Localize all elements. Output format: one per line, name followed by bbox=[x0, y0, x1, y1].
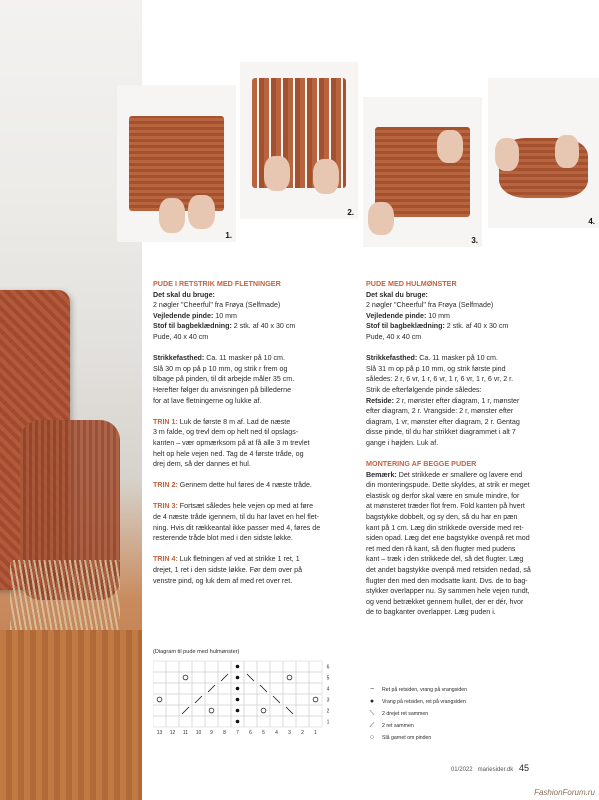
trin1-label: TRIN 1: bbox=[153, 417, 178, 426]
column-label: 5 bbox=[262, 730, 265, 736]
trin1-line: drej dem, så der dannes et hul. bbox=[153, 460, 251, 469]
assembly-line: stykker overlapper nu. Sy sammen hele vejen rundt, bbox=[366, 587, 530, 596]
step-photo-1 bbox=[117, 85, 236, 242]
hand bbox=[313, 159, 339, 194]
chart-cell bbox=[309, 661, 322, 672]
needles-line bbox=[366, 311, 586, 322]
yarn-line: 2 nøgler "Cheerful" fra Frøya (Selfmade) bbox=[153, 301, 281, 310]
assembly-line: bagstykke dobbelt, og sy den, så du har en pæn bbox=[366, 513, 518, 522]
row-label: 5 bbox=[326, 675, 330, 682]
trin1-text: Luk de første 8 m af. Lad de næste bbox=[177, 417, 291, 426]
needles-label: Vejledende pinde: bbox=[153, 311, 214, 320]
trin3-line bbox=[153, 501, 351, 512]
retside-text: 2 r, mønster efter diagram, 1 r, mønster bbox=[394, 396, 520, 405]
retside-line bbox=[366, 396, 586, 407]
step-number: 2. bbox=[347, 208, 354, 217]
step-photo-2 bbox=[240, 62, 358, 219]
trin1-line bbox=[153, 417, 351, 428]
chart-cell bbox=[205, 716, 218, 727]
assembly-text: Det strikkede er smallere og lavere end bbox=[396, 470, 523, 479]
chart-cell bbox=[257, 694, 270, 705]
chart-cell bbox=[283, 661, 296, 672]
column-label: 11 bbox=[182, 730, 189, 736]
trin4-line bbox=[153, 554, 351, 565]
hand bbox=[159, 198, 185, 233]
chart-cell bbox=[257, 672, 270, 683]
chart-cell bbox=[218, 683, 231, 694]
chart-cell bbox=[205, 661, 218, 672]
chart-cell bbox=[218, 716, 231, 727]
fabric-value: 2 stk. af 40 x 30 cm bbox=[231, 322, 296, 331]
legend-text: Ret på retsiden, vrang på vrangsiden bbox=[382, 687, 468, 693]
assembly-line: siden opad. Læg det ene bagstykke ovenpå ret mod bbox=[366, 534, 530, 543]
chart-cell bbox=[270, 716, 283, 727]
couch bbox=[0, 630, 142, 800]
hand bbox=[555, 135, 579, 168]
column-label: 6 bbox=[249, 730, 252, 736]
chart-cell bbox=[179, 661, 192, 672]
chart-cell bbox=[309, 683, 322, 694]
step-number: 3. bbox=[471, 236, 478, 245]
assembly-line: det andet bagstykke ovenpå med retsiden nedad, så bbox=[366, 566, 531, 575]
trin1-line: helt op hele vejen ned. Tag de 4 første tråde, og bbox=[153, 449, 304, 458]
ssk-backslash bbox=[286, 707, 293, 714]
column-label: 9 bbox=[210, 730, 213, 736]
legend-text: Slå garnet om pinden bbox=[382, 735, 432, 741]
column-label: 1 bbox=[314, 730, 317, 736]
chart-cell bbox=[192, 705, 205, 716]
ssk-backslash bbox=[260, 685, 267, 692]
assembly-line: ret med den rå kant, så den flugter med pudens bbox=[366, 544, 516, 553]
trin4-label: TRIN 4: bbox=[153, 555, 178, 564]
chart-cell bbox=[218, 694, 231, 705]
chart-cell bbox=[296, 661, 309, 672]
gauge-line bbox=[366, 353, 586, 364]
slash-icon: ⟋ bbox=[369, 722, 375, 729]
chart-cell bbox=[296, 716, 309, 727]
retside-line: gange i højden. Luk af. bbox=[366, 438, 439, 447]
chart-cell bbox=[179, 672, 192, 683]
retside-line: disse pinde, til du har strikket diagrammet i alt 7 bbox=[366, 428, 516, 437]
step-photo-3 bbox=[363, 97, 482, 247]
intro-line: Herefter følger du anvisningen på billederne bbox=[153, 385, 292, 394]
legend-text: 2 drejet ret sammen bbox=[382, 711, 429, 717]
assembly-line: kant – træk i den strikkede del, så det flugter. Læg bbox=[366, 555, 524, 564]
k2tog-slash bbox=[208, 685, 215, 692]
chart-cell bbox=[192, 716, 205, 727]
fabric-line bbox=[366, 321, 586, 332]
intro-line: således: 2 r, 6 vr, 1 r, 6 vr, 1 r, 6 vr, 1 r, 6 vr, 2 r. bbox=[366, 375, 514, 384]
assembly-line: elastisk og derfor skal være en smule mindre, for bbox=[366, 491, 520, 500]
chart-cell bbox=[153, 716, 166, 727]
chart-cell bbox=[270, 683, 283, 694]
assembly-line: og vend betrækket gennem hullet, der er dér, hvor bbox=[366, 597, 524, 606]
chart-cell bbox=[244, 705, 257, 716]
k2tog-slash bbox=[221, 674, 228, 681]
chart-cell bbox=[244, 694, 257, 705]
step-photo-4 bbox=[488, 78, 599, 228]
hand bbox=[437, 130, 463, 163]
assembly-line: flugter den med den modsatte kant. Dvs. de to bag- bbox=[366, 576, 528, 585]
chart-cell bbox=[309, 672, 322, 683]
materials-heading: Det skal du bruge: bbox=[366, 290, 428, 299]
chart-cell bbox=[283, 683, 296, 694]
trin4-line: venstre pind, og luk dem af med ret over ret. bbox=[153, 576, 293, 585]
site-name: mariesider.dk bbox=[477, 767, 514, 773]
k2tog-slash bbox=[182, 707, 189, 714]
left-column bbox=[153, 279, 351, 586]
retside-line: diagram, 1 vr, mønster efter diagram, 2 r. Gentag bbox=[366, 417, 520, 426]
assembly-line: kant på 1 cm. Læg din strikkede overside med ret- bbox=[366, 523, 524, 532]
diagram-legend bbox=[367, 684, 467, 744]
step-number: 1. bbox=[225, 231, 232, 240]
step-number: 4. bbox=[588, 217, 595, 226]
legend-text: Vrang på retsiden, ret på vrangsiden bbox=[382, 699, 466, 705]
fabric-label: Stof til bagbeklædning: bbox=[366, 322, 445, 331]
trin1-line: 3 m falde, og trevl dem op helt ned til opslags- bbox=[153, 428, 299, 437]
gauge-value: Ca. 11 masker på 10 cm. bbox=[204, 354, 285, 363]
chart-cell bbox=[283, 716, 296, 727]
intro-line: Slå 30 m op på p 10 mm, og strik r frem og bbox=[153, 364, 288, 373]
chart-cell bbox=[296, 694, 309, 705]
chart-cell bbox=[244, 716, 257, 727]
assembly-line: din monteringspude. Dette skyldes, at strik er meget bbox=[366, 481, 530, 490]
hand bbox=[188, 195, 214, 230]
column-label: 8 bbox=[223, 730, 226, 736]
needles-line bbox=[153, 311, 351, 322]
chart-cell bbox=[153, 661, 166, 672]
diagram-title: (Diagram til pude med hulmønster) bbox=[153, 649, 240, 655]
needles-label: Vejledende pinde: bbox=[366, 311, 427, 320]
purl-dot bbox=[236, 698, 240, 702]
column-label: 4 bbox=[275, 730, 278, 736]
note-label: Bemærk: bbox=[366, 470, 397, 479]
column-label: 3 bbox=[288, 730, 291, 736]
chart-cell bbox=[192, 683, 205, 694]
trin3-line: ning. Hvis dit rækkeantal ikke passer med 4, føres de bbox=[153, 523, 321, 532]
chart-cell bbox=[166, 672, 179, 683]
chart-cell bbox=[218, 705, 231, 716]
k2tog-slash bbox=[195, 696, 202, 703]
right-column bbox=[366, 279, 586, 618]
gauge-line bbox=[153, 353, 351, 364]
column-label: 10 bbox=[195, 730, 202, 736]
purl-dot bbox=[236, 676, 240, 680]
gauge-label: Strikkefasthed: bbox=[366, 354, 418, 363]
intro-line: for at lave fletningerne og lukke af. bbox=[153, 396, 262, 405]
purl-dot bbox=[236, 709, 240, 713]
chart-cell bbox=[153, 694, 166, 705]
gauge-value: Ca. 11 masker på 10 cm. bbox=[417, 354, 498, 363]
chart-cell bbox=[166, 716, 179, 727]
needles-value: 10 mm bbox=[213, 311, 237, 320]
row-label: 4 bbox=[326, 686, 330, 693]
ssk-backslash bbox=[247, 674, 254, 681]
chart-cell bbox=[153, 683, 166, 694]
chart-cell bbox=[205, 705, 218, 716]
chart-cell bbox=[270, 672, 283, 683]
dash-icon: − bbox=[369, 686, 375, 693]
chart-cell bbox=[283, 672, 296, 683]
yarn-over-circle bbox=[261, 708, 266, 713]
chart-cell bbox=[296, 672, 309, 683]
chart-cell bbox=[244, 683, 257, 694]
chart-cell bbox=[205, 672, 218, 683]
column-label: 13 bbox=[156, 730, 163, 736]
column-label: 12 bbox=[169, 730, 176, 736]
legend-item bbox=[367, 708, 467, 720]
yarn-line: 2 nøgler "Cheerful" fra Frøya (Selfmade) bbox=[366, 301, 494, 310]
chart-cell bbox=[192, 672, 205, 683]
chart-cell bbox=[270, 705, 283, 716]
fabric-label: Stof til bagbeklædning: bbox=[153, 322, 232, 331]
trin2-line bbox=[153, 480, 351, 491]
trin4-text: Luk fletningen af ved at strikke 1 ret, 1 bbox=[177, 555, 300, 564]
hand bbox=[264, 156, 290, 191]
chart-cell bbox=[179, 683, 192, 694]
yarn-over-circle bbox=[183, 675, 188, 680]
trin4-line: drejet, 1 ret i den sidste løkke. Før dem over på bbox=[153, 566, 303, 575]
chart-cell bbox=[192, 661, 205, 672]
page-footer bbox=[451, 763, 529, 773]
yarn-over-circle bbox=[313, 697, 318, 702]
chart-cell bbox=[218, 661, 231, 672]
yarn-over-circle bbox=[209, 708, 214, 713]
chart-cell bbox=[166, 705, 179, 716]
retside-line: efter diagram, 2 r. Vrangside: 2 r, mønster efter bbox=[366, 407, 514, 416]
pattern-title: PUDE MED HULMØNSTER bbox=[366, 279, 457, 288]
knitting-diagram bbox=[153, 658, 335, 738]
chart-cell bbox=[309, 716, 322, 727]
chart-cell bbox=[205, 694, 218, 705]
fabric-value: 2 stk. af 40 x 30 cm bbox=[444, 322, 509, 331]
yarn-over-circle bbox=[287, 675, 292, 680]
intro-line: Slå 31 m op på p 10 mm, og strik første pind bbox=[366, 364, 506, 373]
chart-cell bbox=[257, 716, 270, 727]
chart-cell bbox=[309, 705, 322, 716]
trin2-label: TRIN 2: bbox=[153, 481, 178, 490]
yarn-over-circle bbox=[157, 697, 162, 702]
row-label: 2 bbox=[326, 708, 330, 715]
needles-value: 10 mm bbox=[426, 311, 450, 320]
gauge-label: Strikkefasthed: bbox=[153, 354, 205, 363]
assembly-line: at mønsteret træder flot frem. Fold kanten på hvert bbox=[366, 502, 525, 511]
assembly-line: de to bagkanter overlapper. Læg puden i. bbox=[366, 608, 496, 617]
trin3-text: Fortsæt således hele vejen op med at føre bbox=[177, 502, 314, 511]
trin1-line: kanten – vær opmærksom på at få alle 3 m trevlet bbox=[153, 438, 310, 447]
assembly-title: MONTERING AF BEGGE PUDER bbox=[366, 459, 477, 469]
chart-cell bbox=[309, 694, 322, 705]
chart-cell bbox=[179, 694, 192, 705]
purl-dot bbox=[236, 687, 240, 691]
purl-dot bbox=[236, 720, 240, 724]
trin3-label: TRIN 3: bbox=[153, 502, 178, 511]
circle-icon: ○ bbox=[369, 734, 375, 741]
trin2-text: Gennem dette hul føres de 4 næste tråde. bbox=[177, 481, 312, 490]
chart-cell bbox=[166, 683, 179, 694]
chart-cell bbox=[166, 694, 179, 705]
chart-cell bbox=[153, 705, 166, 716]
chart-cell bbox=[296, 705, 309, 716]
dot-icon: ● bbox=[369, 698, 375, 705]
watermark: FashionForum.ru bbox=[534, 788, 595, 797]
chart-cell bbox=[257, 661, 270, 672]
chart-cell bbox=[296, 683, 309, 694]
chart-cell bbox=[257, 705, 270, 716]
legend-item bbox=[367, 684, 467, 696]
materials-heading: Det skal du bruge: bbox=[153, 290, 215, 299]
trin3-line: de 4 næste tråde igennem, til du har lavet en hel flet- bbox=[153, 513, 320, 522]
fabric-line bbox=[153, 321, 351, 332]
chart-cell bbox=[179, 716, 192, 727]
page-number: 45 bbox=[518, 763, 529, 773]
hand bbox=[495, 138, 519, 171]
pattern-title: PUDE I RETSTRIK MED FLETNINGER bbox=[153, 279, 281, 288]
row-label: 3 bbox=[326, 697, 330, 704]
purl-dot bbox=[236, 665, 240, 669]
column-label: 7 bbox=[236, 730, 239, 736]
retside-label: Retside: bbox=[366, 396, 394, 405]
trin3-line: resterende tråde blot med i den sidste løkke. bbox=[153, 534, 293, 543]
issue-number: 01/2022 bbox=[450, 767, 473, 773]
row-label: 6 bbox=[326, 664, 330, 671]
backslash-icon: ⟍ bbox=[369, 710, 375, 717]
fringe-decoration bbox=[10, 560, 120, 630]
column-label: 2 bbox=[301, 730, 304, 736]
intro-line: tilbage på pinden, til dit arbejde måler 35 cm. bbox=[153, 375, 295, 384]
ssk-backslash bbox=[273, 696, 280, 703]
chart-cell bbox=[270, 661, 283, 672]
legend-item bbox=[367, 720, 467, 732]
legend-item bbox=[367, 732, 467, 744]
legend-text: 2 ret sammen bbox=[382, 723, 414, 729]
row-label: 1 bbox=[326, 719, 330, 726]
legend-item bbox=[367, 696, 467, 708]
assembly-line bbox=[366, 470, 586, 481]
chart-cell bbox=[166, 661, 179, 672]
chart-cell bbox=[244, 661, 257, 672]
cushion-line: Pude, 40 x 40 cm bbox=[153, 332, 209, 341]
chart-cell bbox=[283, 694, 296, 705]
hand bbox=[368, 202, 394, 235]
intro-line: Strik de efterfølgende pinde således: bbox=[366, 385, 482, 394]
cushion-line: Pude, 40 x 40 cm bbox=[366, 332, 422, 341]
chart-cell bbox=[153, 672, 166, 683]
